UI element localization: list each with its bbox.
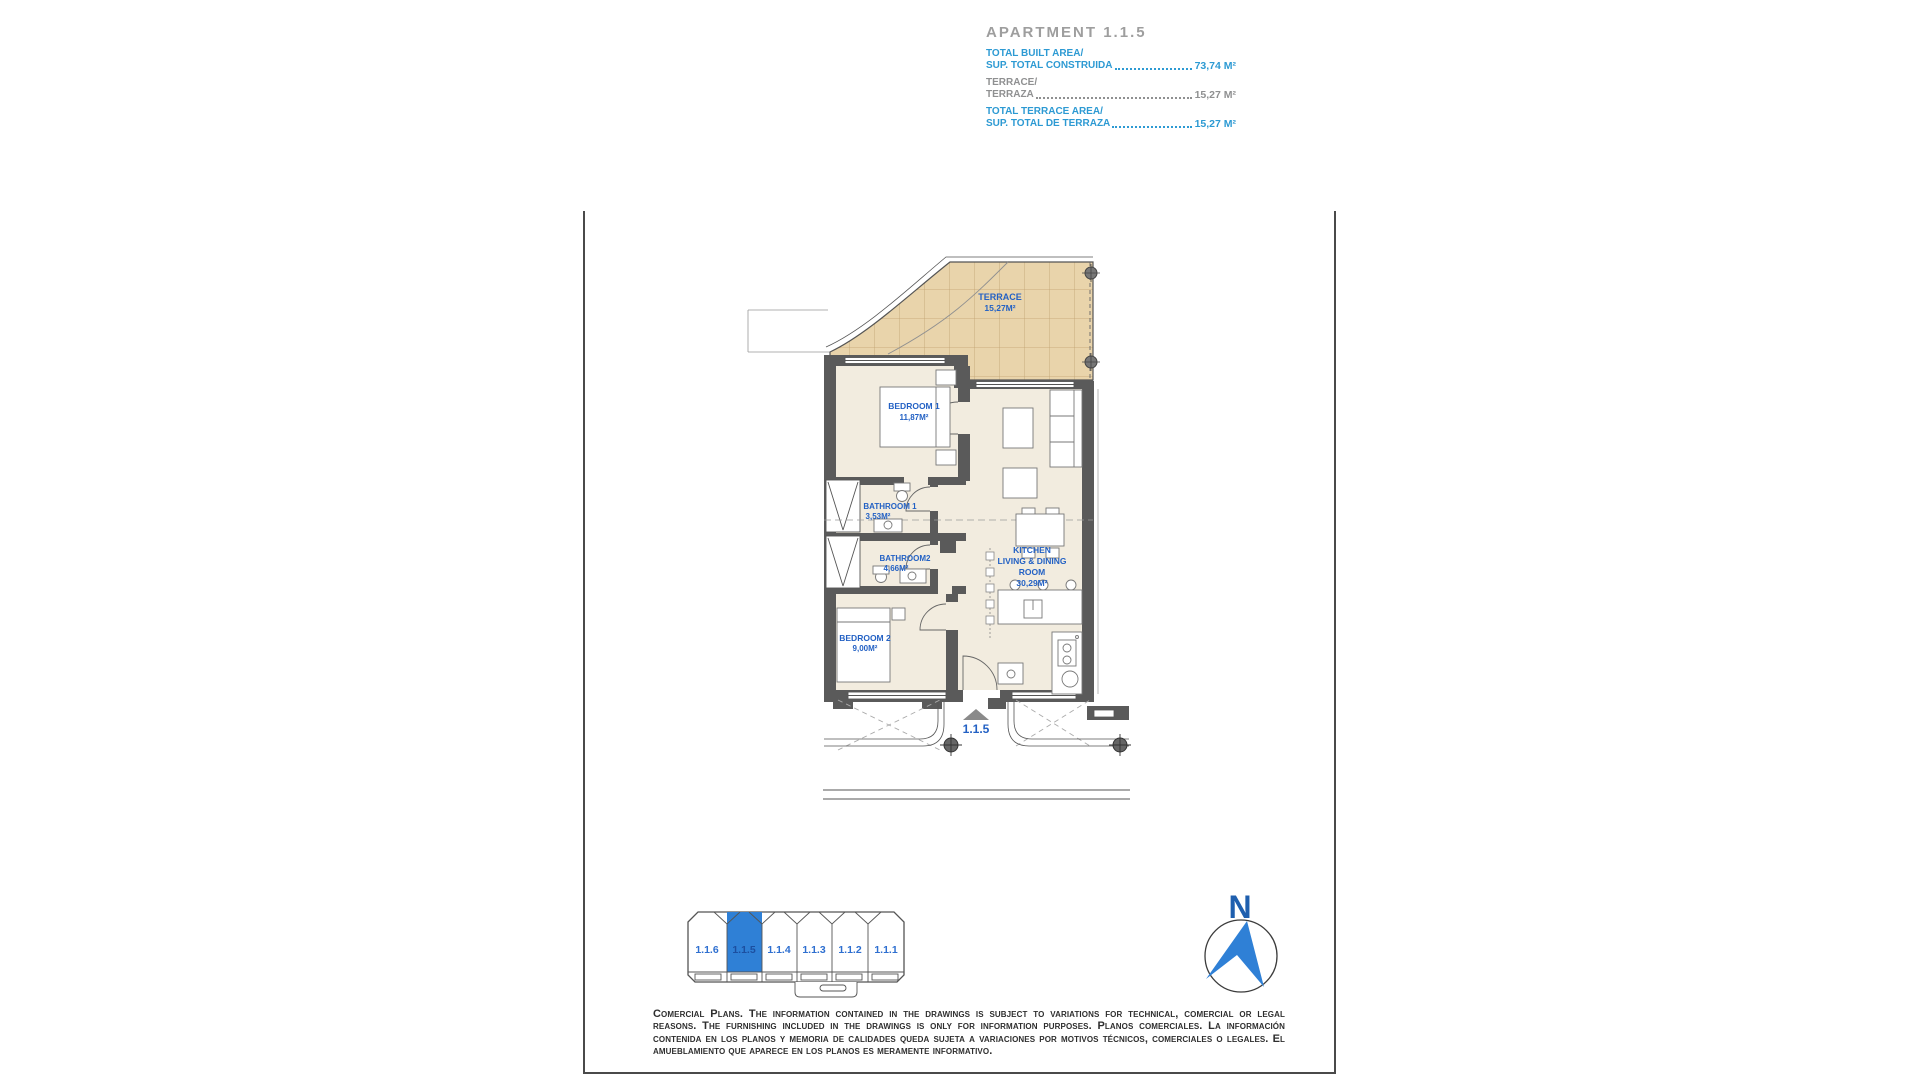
bathroom1-area: 3,53M²: [865, 512, 891, 521]
legal-disclaimer: [653, 1008, 1285, 1058]
bathroom2-area: 4,66M²: [883, 564, 909, 573]
apartment-summary: [986, 24, 1236, 135]
floor-plan: [740, 245, 1140, 810]
disclaimer-english: Comercial Plans. The information contained in the drawings is subject to variations for technical, comercial or legal reasons. The furnishing included in the drawings is only for information purposes.: [653, 1008, 1285, 1033]
unit-label-112: 1.1.2: [838, 944, 862, 956]
nightstand: [936, 370, 956, 385]
column-symbol: [1109, 734, 1131, 756]
bedroom2-label: BEDROOM 2: [839, 633, 891, 643]
terrace-label: TERRACE: [978, 292, 1022, 302]
bathroom2-label: BATHROOM2: [879, 554, 931, 563]
total-terrace-value: 15,27 M²: [1194, 118, 1236, 130]
entrance-arrow-icon: [963, 709, 989, 720]
dotted-leader: [1112, 126, 1191, 128]
unit-label-116: 1.1.6: [695, 944, 719, 956]
north-label: N: [1228, 889, 1252, 925]
corridor-lines: [823, 790, 1130, 799]
bedroom2-area: 9,00M²: [852, 644, 878, 653]
coffee-table: [1003, 468, 1037, 498]
key-plan: [685, 905, 907, 1000]
unit-label-113: 1.1.3: [802, 944, 826, 956]
unit-label-115: 1.1.5: [732, 944, 756, 956]
nightstand: [892, 608, 905, 620]
bedroom1-area: 11,87M²: [899, 413, 929, 422]
building-edge-lines: [748, 310, 830, 352]
bathroom1-label: BATHROOM 1: [863, 502, 917, 511]
neighbor-wall-notch: [1094, 710, 1114, 717]
tv-unit: [1003, 408, 1033, 448]
kitchen-label-1: KITCHEN: [1013, 545, 1051, 555]
dotted-leader: [1115, 68, 1192, 70]
disclaimer-spanish: Planos comerciales. La información contenida en los planos y memoria de calidades queda sujeta a variaciones por motivos técnicos, comerciales o legales. El amueblamiento que aparece en los planos es meramente informativo.: [653, 1020, 1286, 1058]
dining-table: [1016, 514, 1064, 546]
terrace-value: 15,27 M²: [1194, 89, 1236, 101]
kitchen-sink: [1062, 671, 1078, 687]
dotted-leader: [1036, 97, 1192, 99]
highlighted-unit: [727, 912, 762, 972]
sheet-border-bottom: [583, 1072, 1336, 1074]
terrace-area: 15,27M²: [984, 303, 1016, 313]
terrace-row: TERRACE/ TERRAZA 15,27 M²: [986, 77, 1236, 101]
compass: [1190, 885, 1300, 1005]
unit-label-114: 1.1.4: [767, 944, 791, 956]
column-symbol: [940, 734, 962, 756]
apartment-title: APARTMENT 1.1.5: [986, 24, 1147, 41]
sofa: [1050, 390, 1082, 467]
kitchen-label-2: LIVING & DINING: [997, 556, 1067, 566]
kitchen-area: 30,29M²: [1016, 578, 1048, 588]
entrance-unit-label: 1.1.5: [962, 722, 990, 736]
sheet-border-right: [1334, 211, 1336, 1073]
stool: [1066, 580, 1076, 590]
total-terrace-row: TOTAL TERRACE AREA/ SUP. TOTAL DE TERRAZA 15,27 M²: [986, 106, 1236, 130]
sheet-border-left: [583, 211, 585, 1073]
unit-label-111: 1.1.1: [874, 944, 898, 956]
built-area-value: 73,74 M²: [1194, 60, 1236, 72]
kitchen-label-3: ROOM: [1018, 567, 1046, 577]
toilet1: [894, 483, 910, 491]
built-area-row: TOTAL BUILT AREA/ SUP. TOTAL CONSTRUIDA 73,74 M²: [986, 48, 1236, 72]
nightstand: [936, 450, 956, 465]
bedroom1-label: BEDROOM 1: [888, 401, 940, 411]
